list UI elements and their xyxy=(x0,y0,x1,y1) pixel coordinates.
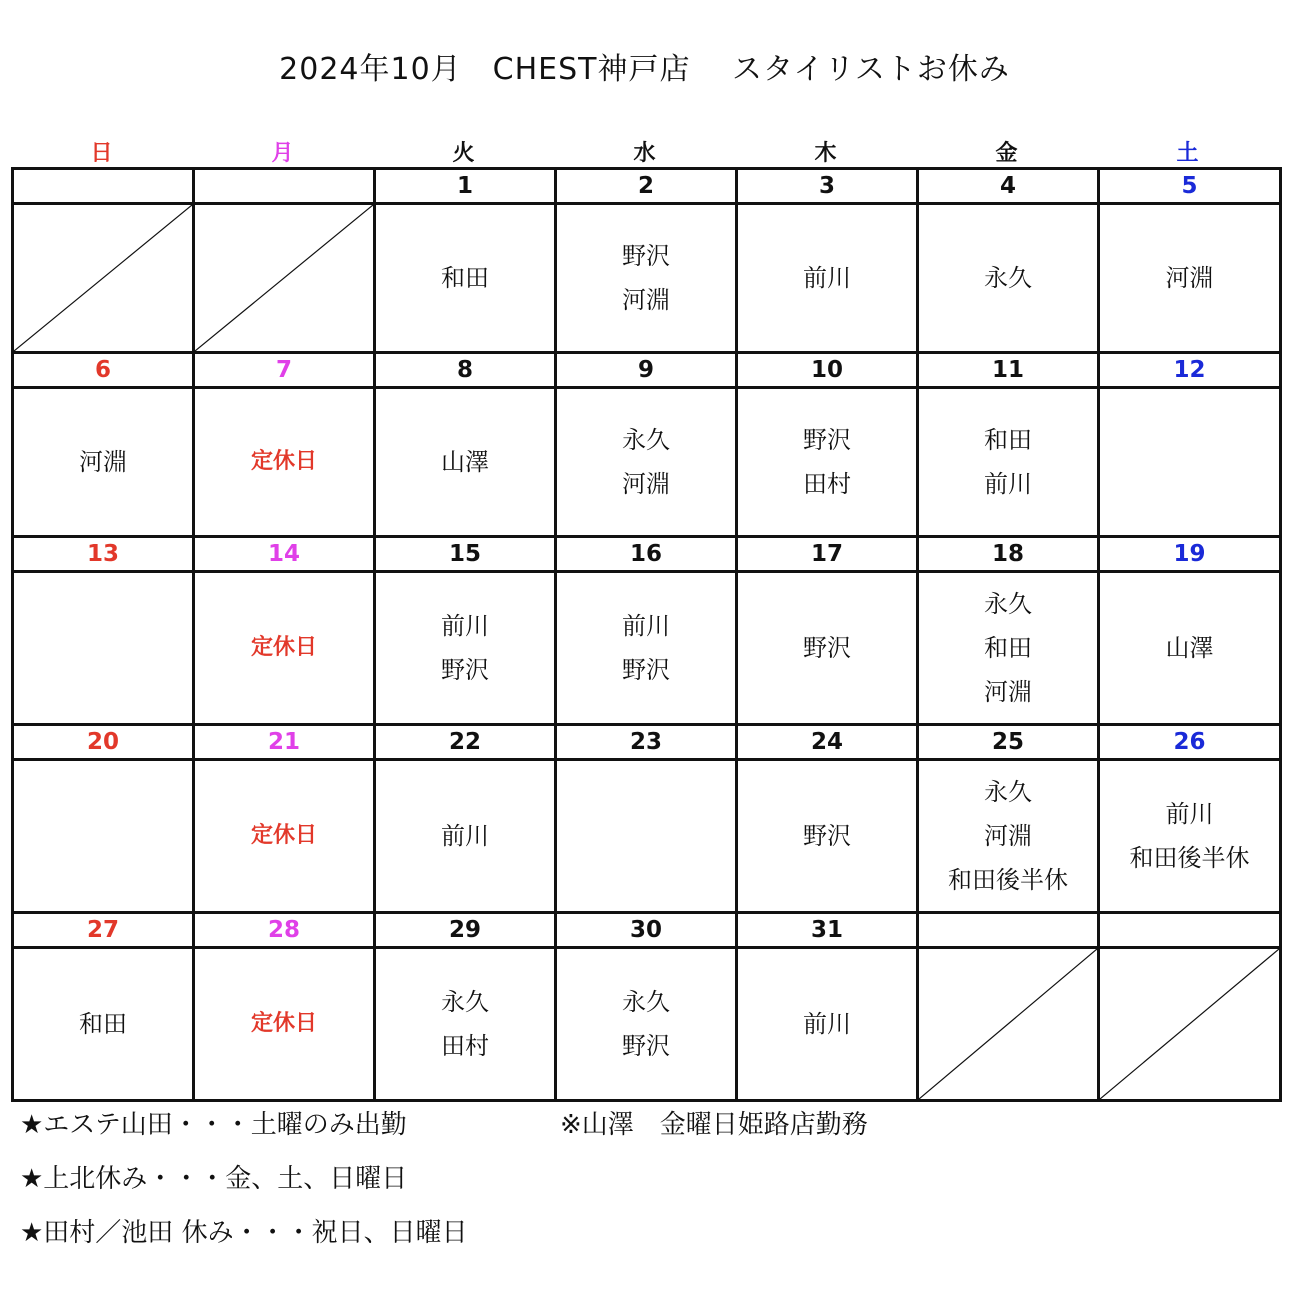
week-body-row xyxy=(13,572,1281,725)
weekday-wed: 水 xyxy=(633,141,656,166)
stylist-name: 前川 xyxy=(803,1010,851,1038)
day-cell xyxy=(556,760,737,913)
date-number: 24 xyxy=(737,725,918,760)
date-number: 19 xyxy=(1099,537,1281,572)
date-number: 4 xyxy=(918,169,1099,204)
week-body-row xyxy=(13,204,1281,353)
empty-day-cell xyxy=(194,204,375,353)
calendar-grid xyxy=(11,167,1282,1102)
date-number: 9 xyxy=(556,353,737,388)
stylist-name: 永久 xyxy=(622,988,670,1016)
page-title: 2024年10月 CHEST神戸店 スタイリストお休み xyxy=(279,52,1010,87)
date-number: 12 xyxy=(1099,353,1281,388)
day-cell xyxy=(375,948,556,1101)
empty-day-cell xyxy=(918,948,1099,1101)
day-cell xyxy=(13,388,194,537)
weekday-tue: 火 xyxy=(452,141,475,166)
date-number: 30 xyxy=(556,913,737,948)
date-number: 21 xyxy=(194,725,375,760)
date-number: 7 xyxy=(194,353,375,388)
day-cell xyxy=(556,388,737,537)
date-number: 22 xyxy=(375,725,556,760)
stylist-name: 前川 xyxy=(803,264,851,292)
stylist-name: 河淵 xyxy=(984,822,1032,850)
empty-day-cell xyxy=(1099,948,1281,1101)
date-number: 10 xyxy=(737,353,918,388)
week-date-row xyxy=(13,725,1281,760)
day-cell xyxy=(13,572,194,725)
day-cell xyxy=(375,388,556,537)
date-number: 16 xyxy=(556,537,737,572)
date-number xyxy=(1099,913,1281,948)
date-number: 3 xyxy=(737,169,918,204)
weekday-header xyxy=(11,136,1279,168)
date-number: 23 xyxy=(556,725,737,760)
day-cell xyxy=(194,388,375,537)
diagonal-slash xyxy=(195,205,373,351)
stylist-name: 永久 xyxy=(984,264,1032,292)
diagonal-slash xyxy=(919,949,1097,1099)
date-number: 2 xyxy=(556,169,737,204)
stylist-name: 河淵 xyxy=(1165,264,1214,292)
date-number: 15 xyxy=(375,537,556,572)
date-number: 18 xyxy=(918,537,1099,572)
note-kamikita: ★上北休み・・・金、土、日曜日 xyxy=(20,1164,408,1194)
weekday-sun: 日 xyxy=(90,141,113,166)
day-cell xyxy=(918,572,1099,725)
stylist-name: 和田後半休 xyxy=(948,866,1068,894)
day-cell xyxy=(737,760,918,913)
stylist-name: 野沢 xyxy=(803,426,851,454)
stylist-name: 河淵 xyxy=(984,678,1032,706)
stylist-name: 河淵 xyxy=(79,448,127,476)
week-date-row xyxy=(13,913,1281,948)
stylist-name: 前川 xyxy=(984,470,1032,498)
stylist-name: 永久 xyxy=(984,590,1032,618)
day-cell xyxy=(13,760,194,913)
day-cell xyxy=(737,204,918,353)
day-cell xyxy=(918,760,1099,913)
day-cell xyxy=(1099,572,1281,725)
stylist-name: 和田後半休 xyxy=(1129,844,1250,872)
day-cell xyxy=(556,948,737,1101)
date-number: 31 xyxy=(737,913,918,948)
date-number: 1 xyxy=(375,169,556,204)
stylist-name: 田村 xyxy=(441,1032,489,1060)
stylist-name: 野沢 xyxy=(803,822,851,850)
day-cell xyxy=(13,948,194,1101)
week-date-row xyxy=(13,353,1281,388)
diagonal-slash xyxy=(14,205,192,351)
stylist-name: 山澤 xyxy=(441,448,489,476)
stylist-name: 野沢 xyxy=(441,656,489,684)
note-tamura-ikeda: ★田村／池田 休み・・・祝日、日曜日 xyxy=(20,1218,468,1248)
closed-day-label: 定休日 xyxy=(250,1011,317,1036)
closed-day-label: 定休日 xyxy=(250,635,317,660)
day-cell xyxy=(375,760,556,913)
stylist-name: 前川 xyxy=(622,612,670,640)
stylist-name: 野沢 xyxy=(622,1032,670,1060)
stylist-name: 和田 xyxy=(984,426,1032,454)
stylist-name: 和田 xyxy=(984,634,1032,662)
weekday-thu: 木 xyxy=(814,141,837,166)
date-number: 28 xyxy=(194,913,375,948)
date-number: 25 xyxy=(918,725,1099,760)
stylist-name: 田村 xyxy=(803,470,851,498)
stylist-name: 野沢 xyxy=(622,242,670,270)
date-number: 17 xyxy=(737,537,918,572)
date-number: 11 xyxy=(918,353,1099,388)
date-number: 5 xyxy=(1099,169,1281,204)
date-number: 13 xyxy=(13,537,194,572)
date-number: 6 xyxy=(13,353,194,388)
day-cell xyxy=(918,388,1099,537)
day-cell xyxy=(375,572,556,725)
weekday-fri: 金 xyxy=(995,141,1018,166)
stylist-name: 前川 xyxy=(1165,800,1214,828)
closed-day-label: 定休日 xyxy=(250,449,317,474)
stylist-name: 野沢 xyxy=(803,634,851,662)
day-cell xyxy=(375,204,556,353)
date-number xyxy=(194,169,375,204)
day-cell xyxy=(556,204,737,353)
diagonal-slash xyxy=(1100,949,1279,1099)
date-number: 14 xyxy=(194,537,375,572)
date-number: 20 xyxy=(13,725,194,760)
day-cell xyxy=(556,572,737,725)
date-number: 26 xyxy=(1099,725,1281,760)
week-date-row xyxy=(13,537,1281,572)
stylist-name: 前川 xyxy=(441,822,489,850)
week-body-row xyxy=(13,760,1281,913)
weekday-mon: 月 xyxy=(271,141,294,166)
stylist-name: 和田 xyxy=(441,264,489,292)
date-number xyxy=(918,913,1099,948)
stylist-name: 山澤 xyxy=(1165,634,1214,662)
day-cell xyxy=(737,948,918,1101)
empty-day-cell xyxy=(13,204,194,353)
weekday-sat: 土 xyxy=(1176,141,1199,166)
stylist-name: 河淵 xyxy=(622,286,670,314)
date-number: 27 xyxy=(13,913,194,948)
date-number: 8 xyxy=(375,353,556,388)
stylist-name: 河淵 xyxy=(622,470,670,498)
day-cell xyxy=(1099,388,1281,537)
stylist-name: 前川 xyxy=(441,612,489,640)
week-body-row xyxy=(13,388,1281,537)
date-number xyxy=(13,169,194,204)
note-yamazawa: ※山澤 金曜日姫路店勤務 xyxy=(560,1110,868,1140)
note-esthe: ★エステ山田・・・土曜のみ出勤 xyxy=(20,1110,407,1140)
week-body-row xyxy=(13,948,1281,1101)
day-cell xyxy=(737,572,918,725)
closed-day-label: 定休日 xyxy=(250,823,317,848)
day-cell xyxy=(918,204,1099,353)
day-cell xyxy=(194,948,375,1101)
week-date-row xyxy=(13,169,1281,204)
date-number: 29 xyxy=(375,913,556,948)
day-cell xyxy=(1099,760,1281,913)
stylist-name: 永久 xyxy=(622,426,670,454)
stylist-name: 永久 xyxy=(441,988,489,1016)
stylist-name: 野沢 xyxy=(622,656,670,684)
day-cell xyxy=(737,388,918,537)
day-cell xyxy=(194,760,375,913)
day-cell xyxy=(194,572,375,725)
day-cell xyxy=(1099,204,1281,353)
stylist-name: 永久 xyxy=(984,778,1032,806)
stylist-name: 和田 xyxy=(79,1010,127,1038)
